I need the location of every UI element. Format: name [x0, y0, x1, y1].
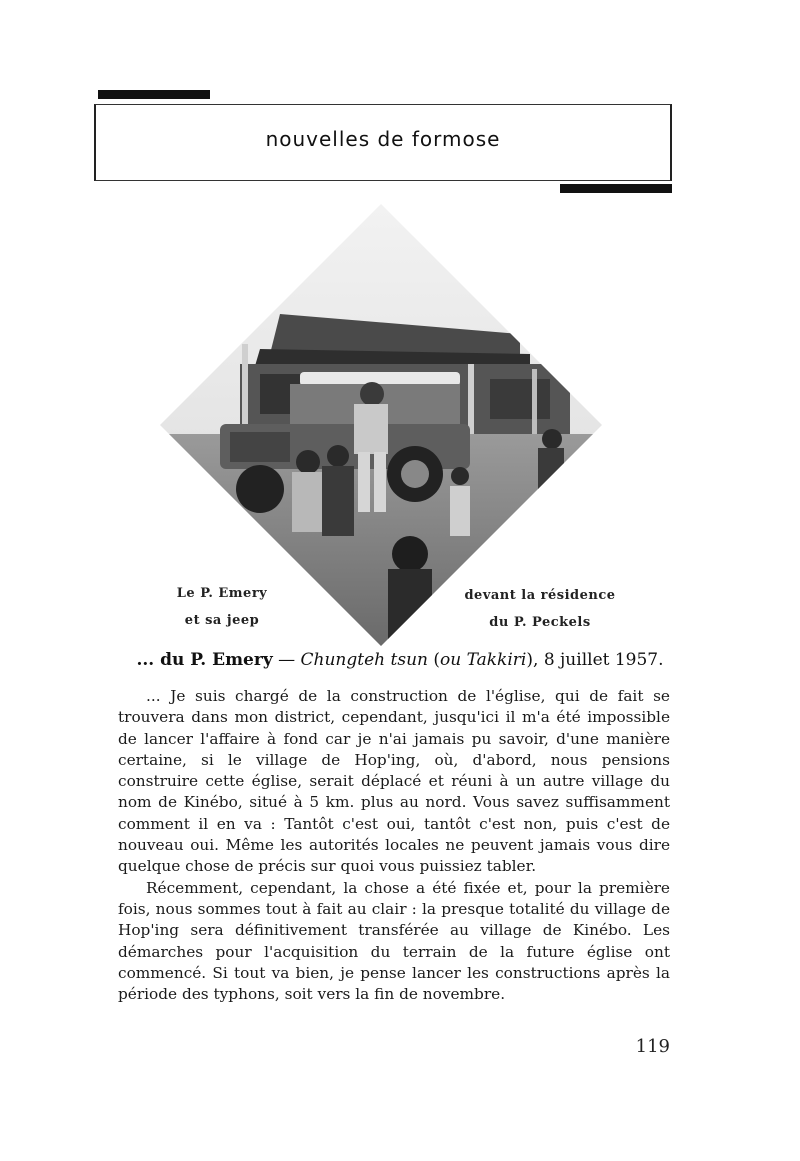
header-box [94, 104, 672, 181]
page-number: 119 [635, 1036, 670, 1057]
caption-right-line-2: du P. Peckels [489, 615, 591, 630]
letter-dateline [60, 650, 740, 670]
header-rule-bottom [560, 184, 672, 193]
caption-right-line-1: devant la résidence [464, 588, 616, 603]
paragraph: Récemment, cependant, la chose a été fixée et, pour la première fois, nous sommes tout à fait au clair : la presque totalité du village de Hop'ing sera définitivement transférée au village de Kinébo. Les démarches pour l'acquisition du terrain de la future église ont commencé. Si tout va bien, je pense lancer les constructions après la période des typhons, soit vers la fin de novembre. [118, 878, 670, 1004]
dateline-place: Chungteh tsun [300, 650, 428, 670]
caption-left-line-2: et sa jeep [184, 613, 260, 628]
caption-left-line-1: Le P. Emery [176, 586, 268, 601]
photo-caption-right [462, 582, 618, 636]
dateline-author: ... du P. Emery [136, 650, 273, 670]
dateline-alt-place: ou Takkiri [440, 650, 527, 670]
photo-caption-left [172, 580, 272, 634]
dateline-date: ), 8 juillet 1957. [526, 650, 664, 670]
paragraph: ... Je suis chargé de la construction de l'église, qui de fait se trouvera dans mon district, cependant, jusqu'ici il m'a été impossible de lancer l'affaire à fond car je n'ai jamais pu savoir, d'une manière certaine, si le village de Hop'ing, où, d'abord, nous pensions construire cette église, serait déplacé et réuni à un autre village du nom de Kinébo, situé à 5 km. plus au nord. Vous savez suffisamment comment il en va : Tantôt c'est oui, tantôt c'est non, puis c'est de nouveau oui. Même les autorités locales ne peuvent jamais vous dire quelque chose de précis sur quoi vous puissiez tabler. [118, 687, 670, 876]
section-title: nouvelles de formose [265, 127, 501, 151]
dateline-dash: — [272, 650, 301, 670]
header-rule-top [98, 90, 210, 99]
dateline-paren-open: ( [427, 650, 441, 670]
letter-body [118, 686, 670, 1005]
